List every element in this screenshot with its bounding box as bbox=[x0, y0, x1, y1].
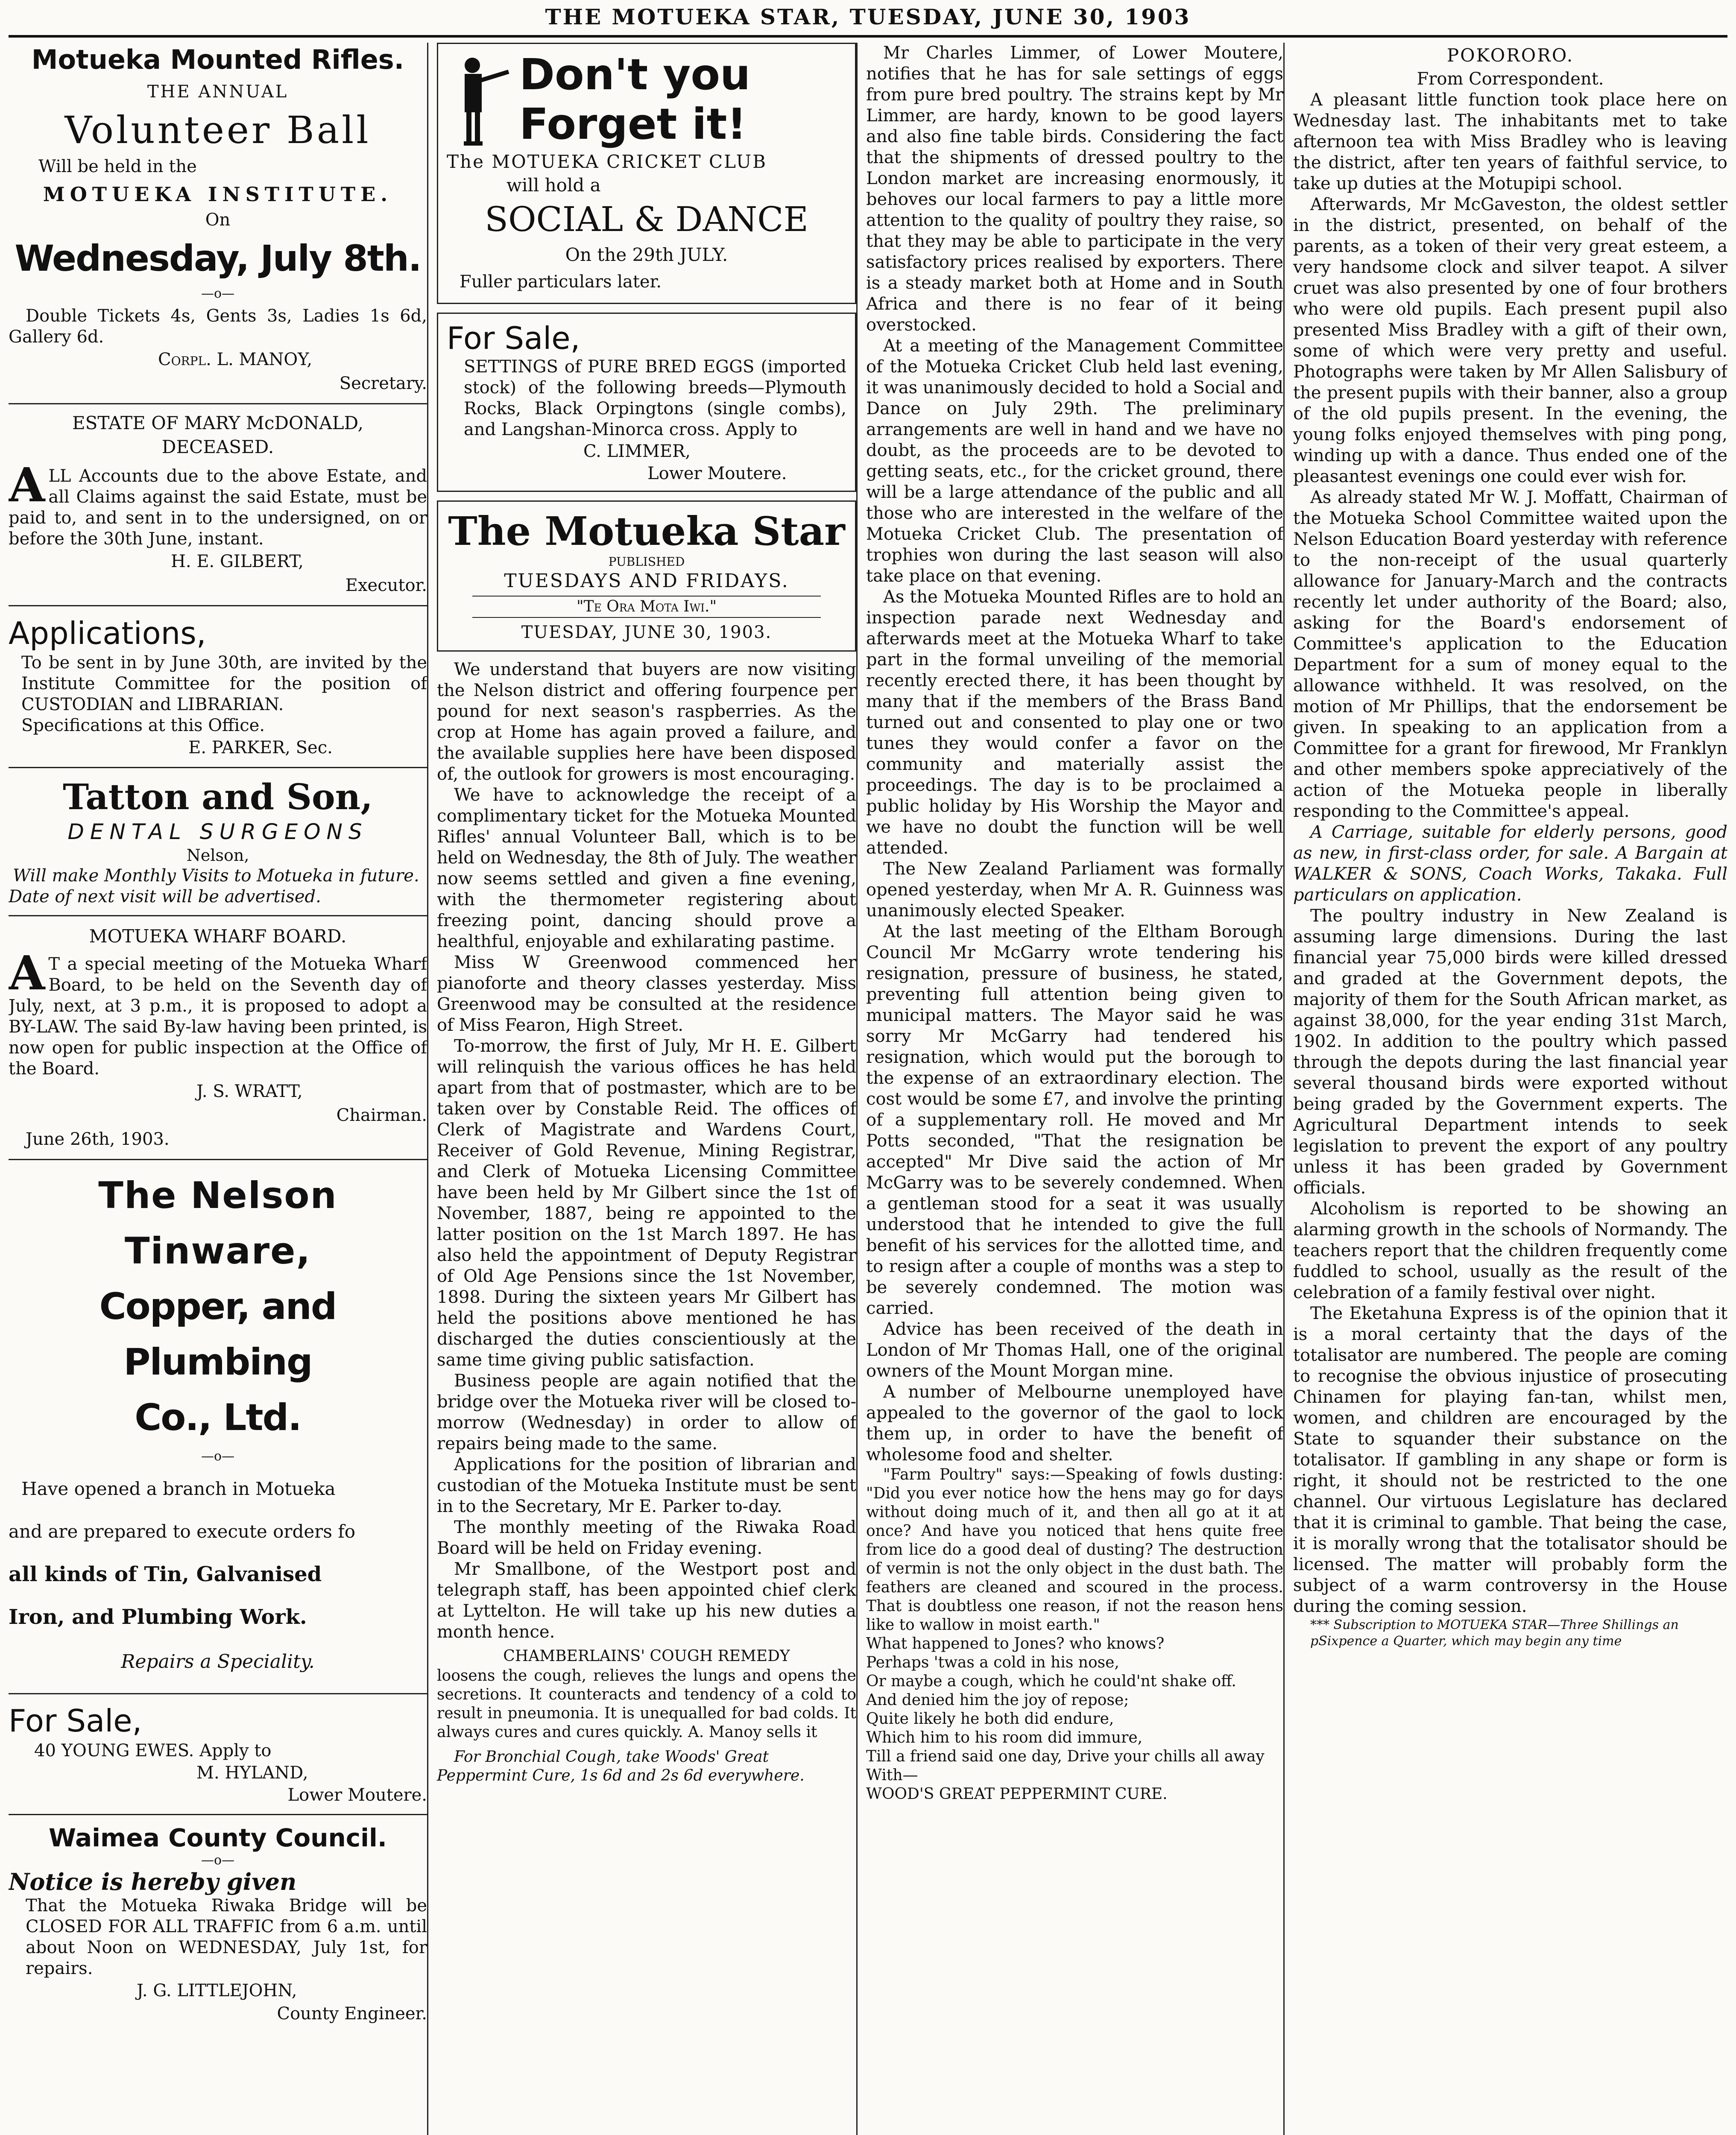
separator: —o— bbox=[201, 1853, 235, 1868]
notice-body: T a special meeting of the Motueka Wharf Board, to be held on the Seventh day of July, next, at 3 p.m., it is proposed to adopt a BY-LAW. The said By-law having been printed, is now open for public inspection at the Office of the Board. bbox=[9, 954, 427, 1079]
ad-line: Lower Moutere. bbox=[287, 1785, 427, 1805]
divider bbox=[9, 915, 427, 916]
ad-text: loosens the cough, relieves the lungs and opens the secretions. It counteracts and tendency of a cold to result in pneumonia. It is unequalled for bad colds. It always cures and cures quickly. A. Manoy sells it bbox=[437, 1667, 856, 1741]
notice-lead: Notice is hereby given bbox=[9, 1868, 297, 1895]
ad-line: Iron, and Plumbing Work. bbox=[9, 1605, 307, 1629]
verse-line: With— bbox=[866, 1766, 918, 1784]
ad-tickets: Double Tickets 4s, Gents 3s, Ladies 1s 6d, Gallery 6d. bbox=[9, 306, 427, 347]
news-paragraph: At a meeting of the Management Committee of the Motueka Cricket Club held last evening, it was unanimously decided to hold a Social and Dance on July 29th. The preliminary arrangements are well in hand and we have no doubt, as the proceeds are to be devoted to getting seats, etc., for the cricket ground, there will be a large attendance of the public and all those who are interested in the welfare of the Motueka Cricket Club. The presentation of trophies won during the last season will also take place on that evening. bbox=[866, 336, 1283, 586]
waimea-notice bbox=[9, 1823, 427, 2025]
notice-signer: J. G. LITTLEJOHN, bbox=[137, 1981, 297, 2000]
verse-line: Perhaps 'twas a cold in his nose, bbox=[866, 1654, 1119, 1671]
news-paragraph: Afterwards, Mr McGaveston, the oldest settler in the district, presented, on behalf of the parents, as a token of their very great esteem, a very handsome clock and silver teapot. A silver cruet was also presented by one of four brothers who were old pupils. Each present pupil also presented Miss Bradley with a gift of their own, some of which were very pretty and useful. Photographs were taken by Mr Allen Salisbury of the present pupils with their banner, also a group of the old pupils present. In the evening, the young folks enjoyed themselves with ping pong, winding up with a dance. Thus ended one of the pleasantest evenings one could ever wish for. bbox=[1293, 195, 1727, 486]
banner-date: TUESDAY, JUNE 30, 1903. bbox=[521, 623, 772, 642]
notice-signer: J. S. WRATT, bbox=[196, 1082, 303, 1101]
ad-text: SETTINGS of PURE BRED EGGS (imported stock) of the following breeds—Plymouth Rocks, Black Orpingtons (single combs), and Langshan-Minorca cross. Apply to bbox=[464, 357, 846, 439]
ad-place: Nelson, bbox=[186, 846, 249, 865]
ad-place: Lower Moutere. bbox=[647, 464, 787, 483]
ad-title: Volunteer Ball bbox=[64, 108, 371, 152]
ad-sub: DENTAL SURGEONS bbox=[67, 819, 368, 844]
tatton-ad bbox=[9, 776, 427, 907]
verse-line: And denied him the joy of repose; bbox=[866, 1691, 1129, 1709]
news-paragraphs bbox=[437, 659, 856, 1643]
column-3 bbox=[856, 43, 1283, 2135]
cough-remedy-ad bbox=[437, 1646, 856, 1785]
notice-role: County Engineer. bbox=[277, 2004, 427, 2024]
eggs-for-sale-ad bbox=[437, 313, 856, 492]
ad-signer: E. PARKER, Sec. bbox=[188, 738, 333, 757]
subscription-note: *** Subscription to MOTUEKA STAR—Three Shillings an pSixpence a Quarter, which may begin any time bbox=[1310, 1617, 1679, 1649]
ad-line: The MOTUEKA CRICKET CLUB bbox=[447, 151, 767, 172]
applications-ad bbox=[9, 614, 427, 759]
news-paragraph: At the last meeting of the Eltham Borough Council Mr McGarry wrote tendering his resignation, pressure of business, he stated, preventing full attention being given to municipal matters. The Mayor said he was sorry Mr McGarry had tendered his resignation, which would put the borough to the expense of an extraordinary election. The cost would be some £7, and involve the printing of a supplementary roll. He moved and Mr Potts seconded, "That the resignation be accepted" Mr Dive said the action of Mr McGarry was to be severely condemned. When a gentleman stood for a seat it was usually understood that he intended to give the full benefit of his services for the allotted time, and to resign after a couple of months was a step to be severely condemned. The motion was carried. bbox=[866, 922, 1283, 1318]
ad-line: 40 YOUNG EWES. Apply to bbox=[34, 1741, 272, 1761]
ad-line: Have opened a branch in Motueka bbox=[21, 1478, 336, 1499]
cricket-dance-ad bbox=[437, 43, 856, 304]
ad-line: On the 29th JULY. bbox=[565, 244, 728, 265]
divider bbox=[9, 1159, 427, 1160]
verse-line: Which him to his room did immure, bbox=[866, 1729, 1143, 1746]
banner-title: The Motueka Star bbox=[448, 508, 845, 554]
separator: —o— bbox=[201, 1449, 235, 1464]
pointing-man-illustration bbox=[447, 53, 511, 146]
ad-role: Secretary. bbox=[339, 374, 427, 393]
newspaper-banner bbox=[437, 500, 856, 652]
ad-text: For Bronchial Cough, take Woods' Great Peppermint Cure, 1s 6d and 2s 6d everywhere. bbox=[437, 1748, 805, 1784]
news-paragraph: Business people are again notified that the bridge over the Motueka river will be closed to-morrow (Wednesday) in order to allow of repairs being made to the same. bbox=[437, 1371, 856, 1454]
verse-line: Quite likely he both did endure, bbox=[866, 1710, 1114, 1728]
divider bbox=[9, 1814, 427, 1815]
ad-title-block bbox=[519, 50, 750, 149]
ad-heading: Applications, bbox=[9, 615, 206, 651]
ad-title: Forget it! bbox=[519, 99, 747, 149]
masthead bbox=[0, 0, 1736, 36]
news-paragraph: Applications for the position of librarian and custodian of the Motueka Institute must be sent in to the Secretary, Mr E. Parker to-day. bbox=[437, 1455, 856, 1516]
column-1 bbox=[9, 43, 427, 2135]
news-paragraphs bbox=[1293, 90, 1727, 822]
divider bbox=[9, 767, 427, 768]
ad-event: SOCIAL & DANCE bbox=[485, 199, 808, 239]
ad-heading: For Sale, bbox=[9, 1703, 142, 1739]
verse-line: What happened to Jones? who knows? bbox=[866, 1635, 1165, 1652]
notice-heading: MOTUEKA WHARF BOARD. bbox=[89, 926, 347, 947]
separator: —o— bbox=[201, 286, 235, 301]
ad-line: Fuller particulars later. bbox=[460, 272, 662, 292]
wharf-board-notice bbox=[9, 924, 427, 1151]
estate-notice bbox=[9, 412, 427, 597]
ad-signer: Corpl. L. MANOY, bbox=[158, 350, 313, 369]
ad-heading: Tatton and Son, bbox=[63, 777, 373, 818]
carriage-ad: A Carriage, suitable for elderly persons, good as new, in first-class order, for sale. A Bargain at WALKER & SONS, Coach Works, Takaka. Full particulars on application. bbox=[1293, 822, 1727, 905]
ad-line: On bbox=[205, 210, 231, 230]
volunteer-ball-ad bbox=[9, 43, 427, 395]
ad-venue: MOTUEKA INSTITUTE. bbox=[43, 183, 393, 206]
column-2 bbox=[427, 43, 856, 2135]
banner-line: PUBLISHED bbox=[608, 555, 685, 569]
divider bbox=[9, 403, 427, 404]
news-paragraph: The New Zealand Parliament was formally opened yesterday, when Mr A. R. Guinness was unanimously elected Speaker. bbox=[866, 859, 1283, 921]
news-paragraph: We understand that buyers are now visiting the Nelson district and offering fourpence per pound for next season's raspberries. As the crop at Home has again proved a failure, and the available supplies here have been disposed of, the outlook for growers is most encouraging. bbox=[437, 660, 856, 784]
ad-line: Will make Monthly Visits to Motueka in future. bbox=[13, 866, 419, 886]
ad-signer: C. LIMMER, bbox=[583, 442, 691, 461]
news-paragraphs bbox=[1293, 906, 1727, 1617]
news-paragraph: Advice has been received of the death in London of Mr Thomas Hall, one of the original owners of the Mount Morgan mine. bbox=[866, 1319, 1283, 1381]
ad-heading: Motueka Mounted Rifles. bbox=[31, 44, 404, 75]
masthead-title: THE MOTUEKA STAR, TUESDAY, JUNE 30, 1903 bbox=[545, 4, 1191, 29]
notice-body: LL Accounts due to the above Estate, and all Claims against the said Estate, must be paid to, and sent in to the undersigned, on or before the 30th June, instant. bbox=[9, 466, 427, 549]
ad-text: Specifications at this Office. bbox=[21, 716, 265, 735]
ad-title: Don't you bbox=[519, 50, 751, 99]
notice-role: Executor. bbox=[345, 576, 427, 595]
news-paragraph: The Eketahuna Express is of the opinion that it is a moral certainty that the days of the totalisator are numbered. The people are coming to recognise the obvious injustice of prosecuting Chinamen for playing fan-tan, whilst men, women, and children are encouraged by the State to squander their substance on the totalisator. If gambling in any shape or form is right, it should not be restricted to the one channel. Our virtuous Legislature has declared that it is criminal to gamble. That being the case, it is morally wrong that the totalisator should be licensed. The matter will probably form the subject of a warm controversy in the House during the coming session. bbox=[1293, 1304, 1727, 1616]
news-paragraph: As the Motueka Mounted Rifles are to hold an inspection parade next Wednesday and afterwards meet at the Motueka Wharf to take part in the formal unveiling of the memorial recently erected there, it has been thought by many that if the members of the Brass Band turned out and consented to play one or two tunes they would confer a favor on the community and materially assist the proceedings. The day is to be proclaimed a public holiday by His Worship the Mayor and we have no doubt the function will be well attended. bbox=[866, 587, 1283, 858]
ad-heading: For Sale, bbox=[447, 320, 580, 356]
ad-heading: The Nelson Tinware, bbox=[98, 1174, 337, 1272]
verse-line: Or maybe a cough, which he could'nt shake off. bbox=[866, 1673, 1236, 1690]
ad-speciality: Repairs a Speciality. bbox=[121, 1651, 315, 1673]
dropcap: A bbox=[9, 457, 45, 512]
news-paragraph: As already stated Mr W. J. Moffatt, Chairman of the Motueka School Committee waited upon the Nelson Education Board yesterday with reference to the non-receipt of the usual quarterly allowance for January-March and the contracts recently let under authority of the Board; also, asking for the Board's endorsement of Committee's application to the Education Department for a sum of money equal to the allowance withheld. It was resolved, on the motion of Mr Phillips, that the endorsement be given. In speaking to an application from a Committee for a grant for firewood, Mr Franklyn and other members spoke appreciatively of the action of the Motueka people in liberally responding to the Committee's appeal. bbox=[1293, 488, 1727, 821]
masthead-rule bbox=[9, 35, 1727, 38]
ad-line: M. HYLAND, bbox=[196, 1763, 308, 1783]
ad-date: Wednesday, July 8th. bbox=[15, 237, 421, 279]
news-paragraph: We have to acknowledge the receipt of a complimentary ticket for the Motueka Mounted Rifles' annual Volunteer Ball, which is to be held on Wednesday, the 8th of July. The weather now seems settled and given a fine evening, with the thermometer registering about freezing point, dancing should prove a healthful, enjoyable and exhilarating pastime. bbox=[437, 785, 856, 951]
notice-text: That the Motueka Riwaka Bridge will be CLOSED FOR ALL TRAFFIC from 6 a.m. until about Noon on WEDNESDAY, July 1st, for repairs. bbox=[26, 1896, 427, 1978]
ad-heading: CHAMBERLAINS' COUGH REMEDY bbox=[503, 1647, 790, 1665]
ad-line: all kinds of Tin, Galvanised bbox=[9, 1562, 322, 1586]
notice-signer: H. E. GILBERT, bbox=[171, 552, 304, 571]
ewes-ad bbox=[9, 1702, 427, 1806]
notice-heading: Waimea County Council. bbox=[49, 1823, 387, 1852]
news-paragraph: Miss W Greenwood commenced her pianoforte and theory classes yesterday. Miss Greenwood may be consulted at the residence of Miss Fearon, High Street. bbox=[437, 953, 856, 1035]
ad-line: will hold a bbox=[506, 175, 601, 196]
ad-header bbox=[447, 50, 846, 149]
banner-days: TUESDAYS AND FRIDAYS. bbox=[504, 570, 789, 592]
ad-line: and are prepared to execute orders fo bbox=[9, 1521, 356, 1542]
notice-text bbox=[9, 457, 427, 550]
news-paragraph: Mr Charles Limmer, of Lower Moutere, notifies that he has for sale settings of eggs from pure bred poultry. The strains kept by Mr Limmer, are hardy, known to be good layers and also fine table birds. Considering the fact that the shipments of dressed poultry to the London market are increasing enormously, it behoves our local farmers to pay a little more attention to the quality of poultry they raise, so that they may be able to participate in the very satisfactory prices realised by exporters. There is a steady market both at Home and in South Africa and there is no fear of it being overstocked. bbox=[866, 43, 1283, 335]
dropcap: A bbox=[9, 945, 45, 1000]
news-paragraph: To-morrow, the first of July, Mr H. E. Gilbert will relinquish the various offices he has held apart from that of postmaster, which are to be taken over by Constable Reid. The offices of Clerk of Magistrate and Wardens Court, Receiver of Gold Revenue, Mining Registrar, and Clerk of Motueka Licensing Committee have been held by Mr Gilbert since the 1st of November, 1887, being re appointed to the latter position on the 1st March 1897. He has also held the appointment of Deputy Registrar of Old Age Pensions since the 1st November, 1898. During the sixteen years Mr Gilbert has held the positions above mentioned he has discharged the duties conscientiously at the same time giving public satisfaction. bbox=[437, 1036, 856, 1370]
farm-poultry-text: "Farm Poultry" says:—Speaking of fowls dusting: "Did you ever notice how the hens may go for days without doing much of it, and then all go at it at once? And have you noticed that hens quite free from lice do a good deal of dusting? The destruction of vermin is not the only object in the dust bath. The feathers are cleaned and scoured in the process. That is doubtless one reason, if not the reason hens like to wallow in moist earth." bbox=[866, 1466, 1283, 1634]
news-paragraph: The monthly meeting of the Riwaka Road Board will be held on Friday evening. bbox=[437, 1518, 856, 1558]
tinware-ad bbox=[9, 1168, 427, 1685]
jones-verse bbox=[866, 1635, 1283, 1804]
notice-text bbox=[9, 945, 427, 1079]
news-paragraphs bbox=[866, 43, 1283, 1465]
news-paragraph: A pleasant little function took place here on Wednesday last. The inhabitants met to take afternoon tea with Miss Bradley who is leaving the district, after ten years of faithful service, to take up duties at the Motupipi school. bbox=[1293, 90, 1727, 193]
news-paragraph: The poultry industry in New Zealand is assuming large dimensions. During the last financial year 75,000 birds were killed dressed and graded at the Government depots, the majority of them for the South African market, as against 38,000, for the year ending 31st March, 1902. In addition to the poultry which passed through the depots during the last financial year several thousand birds were exported without being graded by the Government experts. The Agricultural Department intends to seek legislation to prevent the export of any poultry unless it has been graded by Government officials. bbox=[1293, 906, 1727, 1198]
banner-motto: "Te Ora Mota Iwi." bbox=[472, 596, 821, 618]
ad-line: Will be held in the bbox=[38, 157, 197, 176]
notice-date: June 26th, 1903. bbox=[26, 1129, 170, 1149]
ad-text: To be sent in by June 30th, are invited by the Institute Committee for the position of CUSTODIAN and LIBRARIAN. bbox=[21, 653, 427, 714]
news-paragraph: Alcoholism is reported to be showing an alarming growth in the schools of Normandy. The teachers report that the children frequently come fuddled to school, usually as the result of the celebration of a family festival over night. bbox=[1293, 1199, 1727, 1302]
notice-heading: DECEASED. bbox=[161, 436, 274, 457]
section-byline: From Correspondent. bbox=[1417, 69, 1604, 89]
ad-line: Date of next visit will be advertised. bbox=[9, 887, 321, 907]
ad-heading: Co., Ltd. bbox=[135, 1396, 301, 1439]
divider bbox=[9, 605, 427, 606]
column-4 bbox=[1283, 43, 1727, 2135]
ad-heading: Copper, and Plumbing bbox=[99, 1285, 337, 1383]
news-paragraph: Mr Smallbone, of the Westport post and telegraph staff, has been appointed chief clerk at Lyttelton. He will take up his new duties a month hence. bbox=[437, 1559, 856, 1642]
divider bbox=[9, 1693, 427, 1694]
notice-role: Chairman. bbox=[336, 1106, 427, 1125]
section-heading: POKORORO. bbox=[1446, 45, 1574, 66]
verse-line: WOOD'S GREAT PEPPERMINT CURE. bbox=[866, 1785, 1168, 1803]
notice-heading: ESTATE OF MARY McDONALD, bbox=[72, 412, 363, 433]
verse-line: Till a friend said one day, Drive your chills all away bbox=[866, 1748, 1265, 1765]
news-paragraph: A number of Melbourne unemployed have appealed to the governor of the gaol to lock them up, in order to have the benefit of wholesome food and shelter. bbox=[866, 1382, 1283, 1465]
ad-line: THE ANNUAL bbox=[147, 82, 289, 102]
